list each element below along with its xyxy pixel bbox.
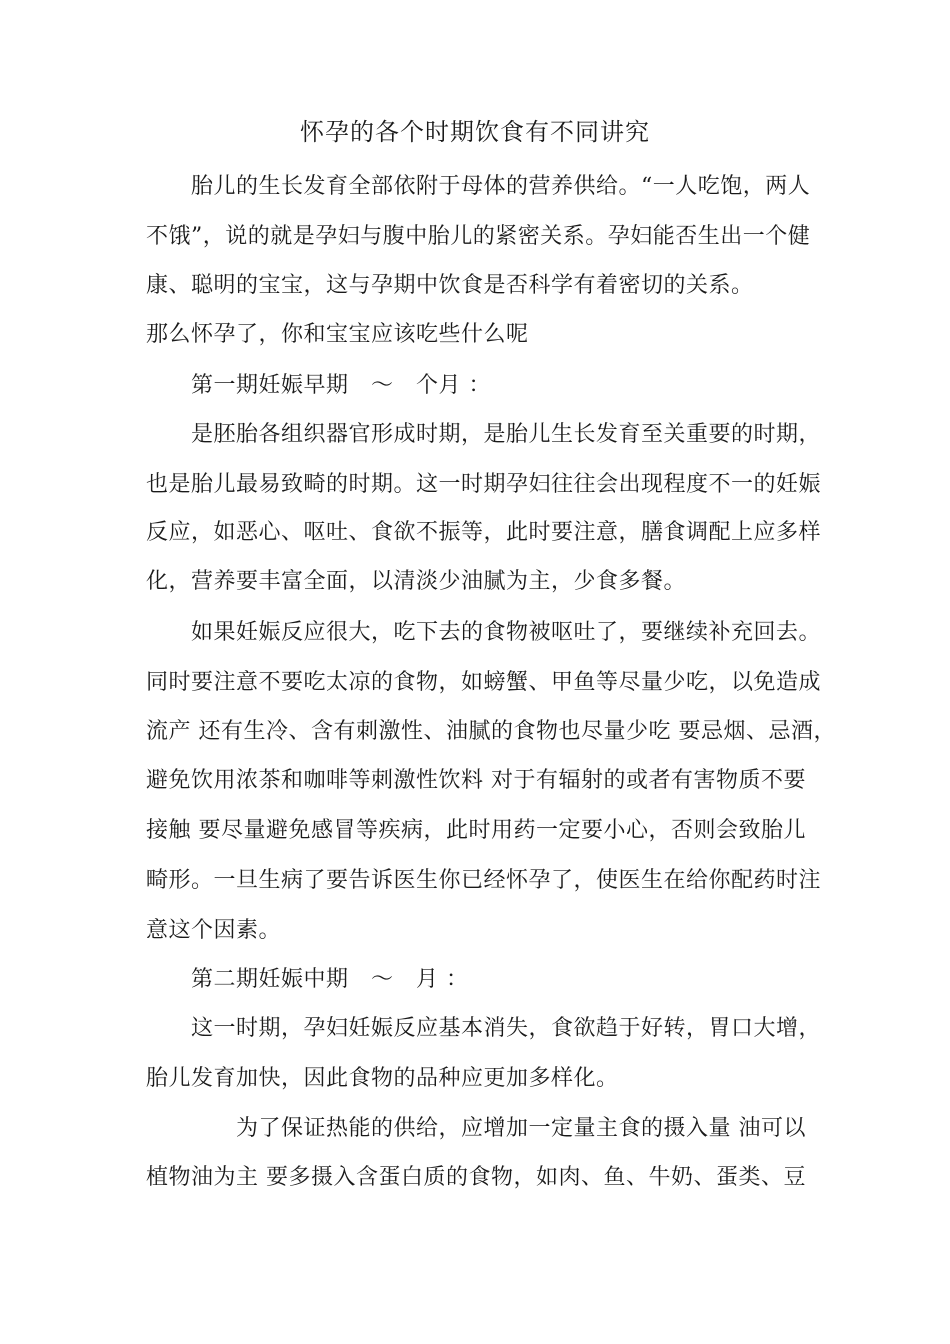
text-line: 畸形。一旦生病了要告诉医生你已经怀孕了，使医生在给你配药时注 (146, 868, 822, 893)
text-line: 化，营养要丰富全面，以清淡少油腻为主，少食多餐。 (146, 569, 687, 594)
text-line: 意这个因素。 (146, 918, 282, 943)
text-line: 是胚胎各组织器官形成时期，是胎儿生长发育至关重要的时期， (146, 422, 822, 447)
text-line: 为了保证热能的供给，应增加一定量主食的摄入量 油可以 (146, 1116, 806, 1141)
text-line: 不饿”，说的就是孕妇与腹中胎儿的紧密关系。孕妇能否生出一个健 (146, 224, 811, 249)
text-line: 同时要注意不要吃太凉的食物，如螃蟹、甲鱼等尽量少吃，以免造成 (146, 670, 822, 695)
section-heading: 第二期妊娠中期 ～ 月 ： (146, 967, 469, 992)
text-line: 那么怀孕了，你和宝宝应该吃些什么呢 (146, 322, 529, 347)
text-line: 接触 要尽量避免感冒等疾病，此时用药一定要小心，否则会致胎儿 (146, 818, 806, 843)
text-line: 康、聪明的宝宝，这与孕期中饮食是否科学有着密切的关系。 (146, 273, 754, 298)
text-line: 也是胎儿最易致畸的时期。这一时期孕妇往往会出现程度不一的妊娠 (146, 472, 822, 497)
text-line: 如果妊娠反应很大，吃下去的食物被呕吐了，要继续补充回去。 (146, 620, 822, 645)
document-title: 怀孕的各个时期饮食有不同讲究 (300, 118, 650, 146)
text-line: 避免饮用浓茶和咖啡等刺激性饮料 对于有辐射的或者有害物质不要 (146, 768, 806, 793)
section-heading: 第一期妊娠早期 ～ 个月 ： (146, 373, 491, 398)
text-line: 反应，如恶心、呕吐、食欲不振等，此时要注意，膳食调配上应多样 (146, 520, 822, 545)
text-line: 流产 还有生冷、含有刺激性、油腻的食物也尽量少吃 要忌烟、忌酒， (146, 719, 836, 744)
text-line: 胎儿的生长发育全部依附于母体的营养供给。“一人吃饱，两人 (146, 174, 811, 199)
text-line: 这一时期，孕妇妊娠反应基本消失，食欲趋于好转，胃口大增， (146, 1016, 822, 1041)
text-line: 胎儿发育加快，因此食物的品种应更加多样化。 (146, 1066, 619, 1091)
text-line: 植物油为主 要多摄入含蛋白质的食物，如肉、鱼、牛奶、蛋类、豆 (146, 1165, 806, 1190)
